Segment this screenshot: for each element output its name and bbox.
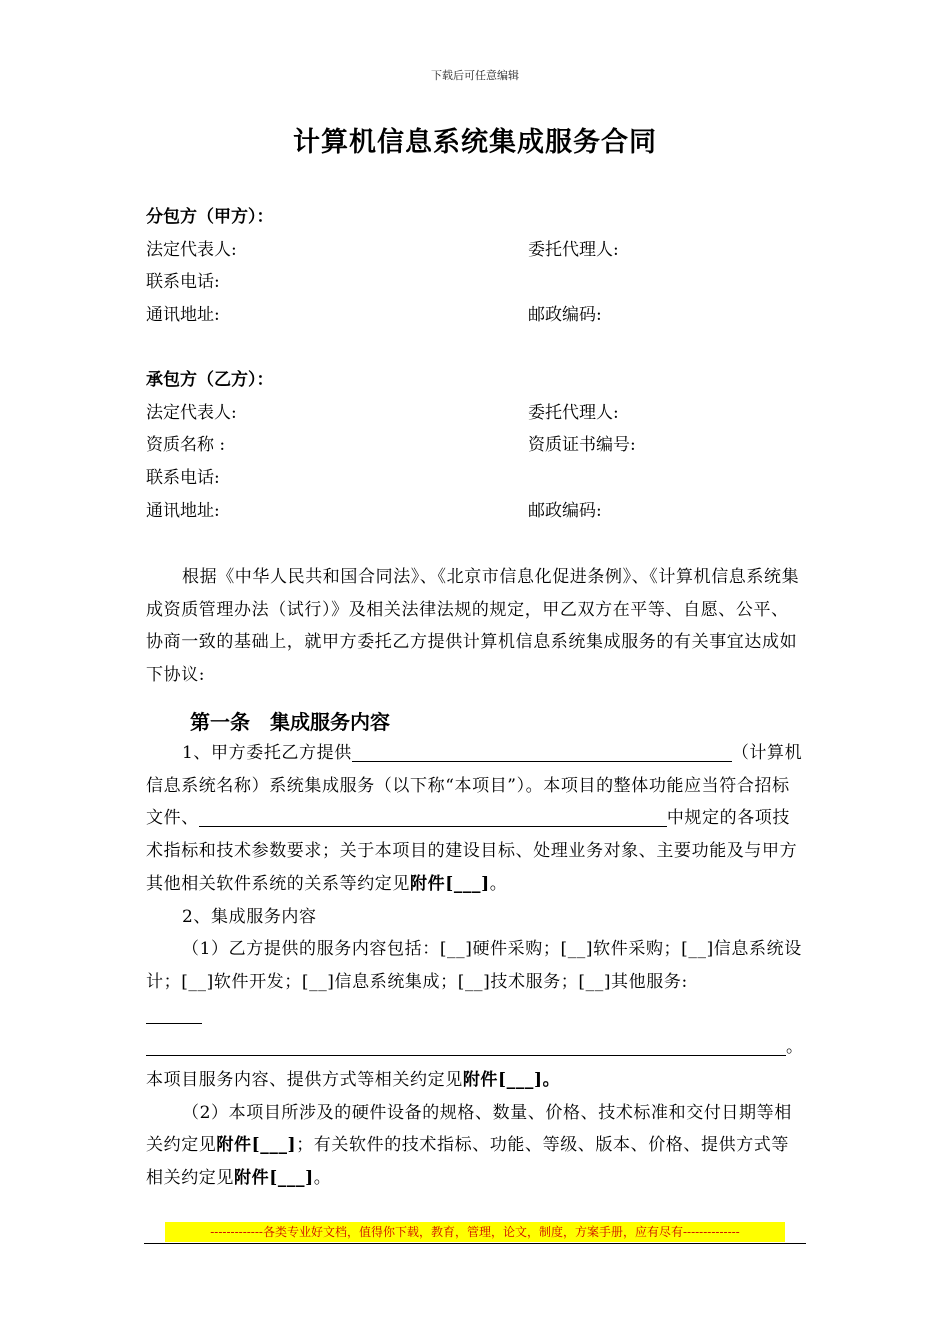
party-a-legal-rep-label: 法定代表人:: [146, 239, 237, 260]
other-service-blank[interactable]: [146, 1003, 202, 1024]
party-b-phone-label: 联系电话:: [146, 468, 220, 489]
other-service-fill-line[interactable]: [146, 1035, 786, 1056]
sub-1-text: （1）乙方提供的服务内容包括：[__]硬件采购；[__]软件采购；[__]信息系统设计；[__]软件开发；[__]信息系统集成；[__]技术服务；[__]其他服务:: [146, 939, 802, 992]
sub-2-text-b: ；有关软件的技术指标、功能、等级、版本、价格、提供方式等相关约定见: [146, 1135, 790, 1189]
party-b-row-2: [146, 429, 806, 462]
preamble-paragraph: 根据《中华人民共和国合同法》、《北京市信息化促进条例》、《计算机信息系统集成资质管理办法（试行）》及相关法律法规的规定，甲乙双方在平等、自愿、公平、协商一致的基础上，就甲方委托乙方提供计算机信息系统集成服务的有关事宜达成如下协议:: [146, 567, 800, 686]
party-b-postcode-label: 邮政编码:: [528, 500, 602, 521]
tender-doc-blank[interactable]: [199, 806, 667, 827]
party-b-row-4: [146, 495, 806, 528]
service-content-sub-2: [146, 1097, 806, 1195]
sub-1-attachment-ref: 附件[___]。: [462, 1070, 561, 1091]
party-a-phone-label: 联系电话:: [146, 272, 220, 293]
service-content-sub-1: [146, 933, 806, 1031]
article-1-section: [146, 707, 806, 1195]
party-b-agent-label: 委托代理人:: [528, 402, 619, 423]
item-1-text-c: 中规定的各项技术指标和技术参数要求；关于本项目的建设目标、处理业务对象、主要功能及与甲方其他相关软件系统的关系等约定见: [146, 808, 798, 894]
party-a-row-1: [146, 234, 806, 267]
sub-1-note-text: 本项目服务内容、提供方式等相关约定见: [146, 1070, 463, 1091]
party-a-row-3: [146, 299, 806, 332]
item-1-attachment-ref: 附件[___]: [410, 873, 490, 894]
sub-2-attachment-ref-1: 附件[___]: [216, 1135, 297, 1156]
document-title: 计算机信息系统集成服务合同: [293, 127, 657, 158]
article-1-item-2: 2、集成服务内容: [182, 906, 317, 927]
party-a-postcode-label: 邮政编码:: [528, 305, 602, 326]
party-b-heading: 承包方（乙方）：: [146, 370, 274, 390]
system-name-blank[interactable]: [352, 741, 732, 762]
party-b-address-label: 通讯地址:: [146, 500, 220, 521]
item-1-end-mark: 。: [489, 873, 508, 894]
party-b-row-3: [146, 462, 806, 495]
party-a-heading: 分包方（甲方）：: [146, 207, 274, 227]
header-note: 下载后可任意编辑: [431, 69, 519, 82]
footer-banner: -------------各类专业好文档，值得你下载，教育，管理，论文，制度，方案手册，应有尽有--------------: [165, 1222, 785, 1242]
party-b-legal-rep-label: 法定代表人:: [146, 402, 237, 423]
party-b-cert-no-label: 资质证书编号:: [528, 435, 636, 456]
service-content-note: [146, 1064, 806, 1097]
party-b-section: [146, 364, 806, 527]
party-a-row-2: [146, 266, 806, 299]
party-a-address-label: 通讯地址:: [146, 305, 220, 326]
item-1-text-b: （计算机信息系统名称）系统集成服务（以下称“本项目”）。本项目的整体功能应当符合招标文件、: [146, 743, 803, 829]
sub-2-text-a: （2）本项目所涉及的硬件设备的规格、数量、价格、技术标准和交付日期等相关约定见: [146, 1102, 792, 1156]
other-service-fill-row: [146, 1031, 806, 1064]
footer-rule: [144, 1243, 806, 1244]
article-1-item-1: [146, 737, 806, 901]
sub-2-attachment-ref-2: 附件[___]: [234, 1168, 314, 1189]
item-1-text-a: 1、甲方委托乙方提供: [182, 743, 352, 763]
party-a-section: [146, 201, 806, 332]
sub-1-end-mark: 。: [786, 1037, 803, 1058]
article-1-title: 第一条 集成服务内容: [190, 710, 390, 734]
party-b-row-1: [146, 397, 806, 430]
party-b-qualification-label: 资质名称 :: [146, 435, 226, 456]
sub-2-end-mark: 。: [313, 1168, 332, 1189]
party-a-agent-label: 委托代理人:: [528, 239, 619, 260]
